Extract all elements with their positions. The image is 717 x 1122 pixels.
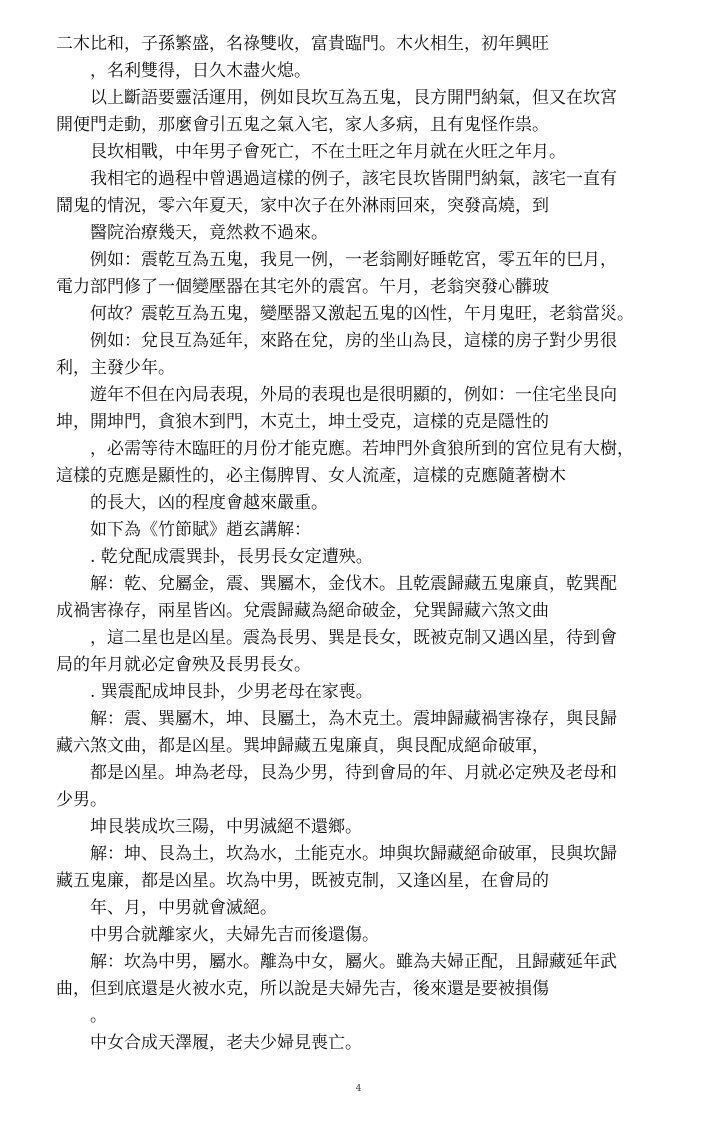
text-line: ，名利雙得，日久木盡火熄。 (90, 61, 311, 81)
text-line: 這樣的克應是顯性的，必主傷脾胃、女人流產，這樣的克應隨著樹木 (56, 466, 566, 486)
text-line: 藏五鬼廉，都是凶星。坎為中男，既被克制，又逢凶星，在會局的 (56, 871, 549, 891)
page-number: 4 (355, 1084, 362, 1094)
text-line: 。 (90, 1006, 107, 1026)
text-line: 遊年不但在內局表現，外局的表現也是很明顯的，例如：一住宅坐艮向 (90, 385, 617, 405)
text-line: 年、月，中男就會滅絕。 (90, 898, 277, 918)
text-line: 中女合成天澤履，老夫少婦見喪亡。 (90, 1033, 362, 1053)
text-line: 坤，開坤門，貪狼木到門，木克土，坤土受克，這樣的克是隱性的 (56, 412, 549, 432)
text-line: 醫院治療幾天，竟然救不過來。 (90, 223, 328, 243)
text-line: 何故？震乾互為五鬼，變壓器又激起五鬼的凶性，午月鬼旺，老翁當災。 (90, 304, 634, 324)
text-line: 局的年月就必定會殃及長男長女。 (56, 655, 311, 675)
text-line: 電力部門修了一個變壓器在其宅外的震宮。午月，老翁突發心髒玻 (56, 277, 549, 297)
text-line: 藏六煞文曲，都是凶星。巽坤歸藏五鬼廉貞，與艮配成絕命破軍， (56, 736, 549, 756)
text-line: 解：坤、艮為土，坎為水，土能克水。坤與坎歸藏絕命破軍，艮與坎歸 (90, 844, 617, 864)
text-line: 以上斷語要靈活運用，例如艮坎互為五鬼，艮方開門納氣，但又在坎宮 (90, 88, 617, 108)
text-line: . 乾兌配成震巽卦，長男長女定遭殃。 (90, 547, 373, 567)
text-line: 利，主發少年。 (56, 358, 175, 378)
text-line: 解：震、巽屬木，坤、艮屬土，為木克土。震坤歸藏禍害祿存，與艮歸 (90, 709, 617, 729)
text-line: 例如：兌艮互為延年，來路在兌，房的坐山為艮，這樣的房子對少男很 (90, 331, 617, 351)
text-line: 鬧鬼的情況，零六年夏天，家中次子在外淋雨回來，突發高燒，到 (56, 196, 549, 216)
text-line: 坤艮裝成坎三陽，中男滅絕不還鄉。 (90, 817, 362, 837)
text-line: 的長大，凶的程度會越來嚴重。 (90, 493, 328, 513)
text-line: 例如：震乾互為五鬼，我見一例，一老翁剛好睡乾宮，零五年的巳月， (90, 250, 617, 270)
text-line: 我相宅的過程中曾遇過這樣的例子，該宅艮坎皆開門納氣，該宅一直有 (90, 169, 617, 189)
text-line: 開便門走動，那麼會引五鬼之氣入宅，家人多病，且有鬼怪作祟。 (56, 115, 549, 135)
text-line: 艮坎相戰，中年男子會死亡，不在土旺之年月就在火旺之年月。 (90, 142, 566, 162)
text-line: ，這二星也是凶星。震為長男、巽是長女，既被克制又遇凶星，待到會 (90, 628, 617, 648)
text-line: 都是凶星。坤為老母，艮為少男，待到會局的年、月就必定殃及老母和 (90, 763, 617, 783)
text-line: 少男。 (56, 790, 107, 810)
text-line: ，必需等待木臨旺的月份才能克應。若坤門外貪狼所到的宮位見有大樹， (90, 439, 634, 459)
text-line: 中男合就離家火，夫婦先吉而後還傷。 (90, 925, 379, 945)
text-line: 如下為《竹節賦》趙玄講解： (90, 520, 311, 540)
text-line: 解：坎為中男，屬水。離為中女，屬火。雖為夫婦正配，且歸藏延年武 (90, 952, 617, 972)
text-line: 二木比和，子孫繁盛，名祿雙收，富貴臨門。木火相生，初年興旺 (56, 34, 549, 54)
text-line: . 巽震配成坤艮卦，少男老母在家喪。 (90, 682, 373, 702)
text-line: 成禍害祿存，兩星皆凶。兌震歸藏為絕命破金，兌巽歸藏六煞文曲 (56, 601, 549, 621)
text-line: 曲，但到底還是火被水克，所以說是夫婦先吉，後來還是要被損傷 (56, 979, 549, 999)
text-line: 解：乾、兌屬金，震、巽屬木，金伐木。且乾震歸藏五鬼廉貞，乾巽配 (90, 574, 617, 594)
